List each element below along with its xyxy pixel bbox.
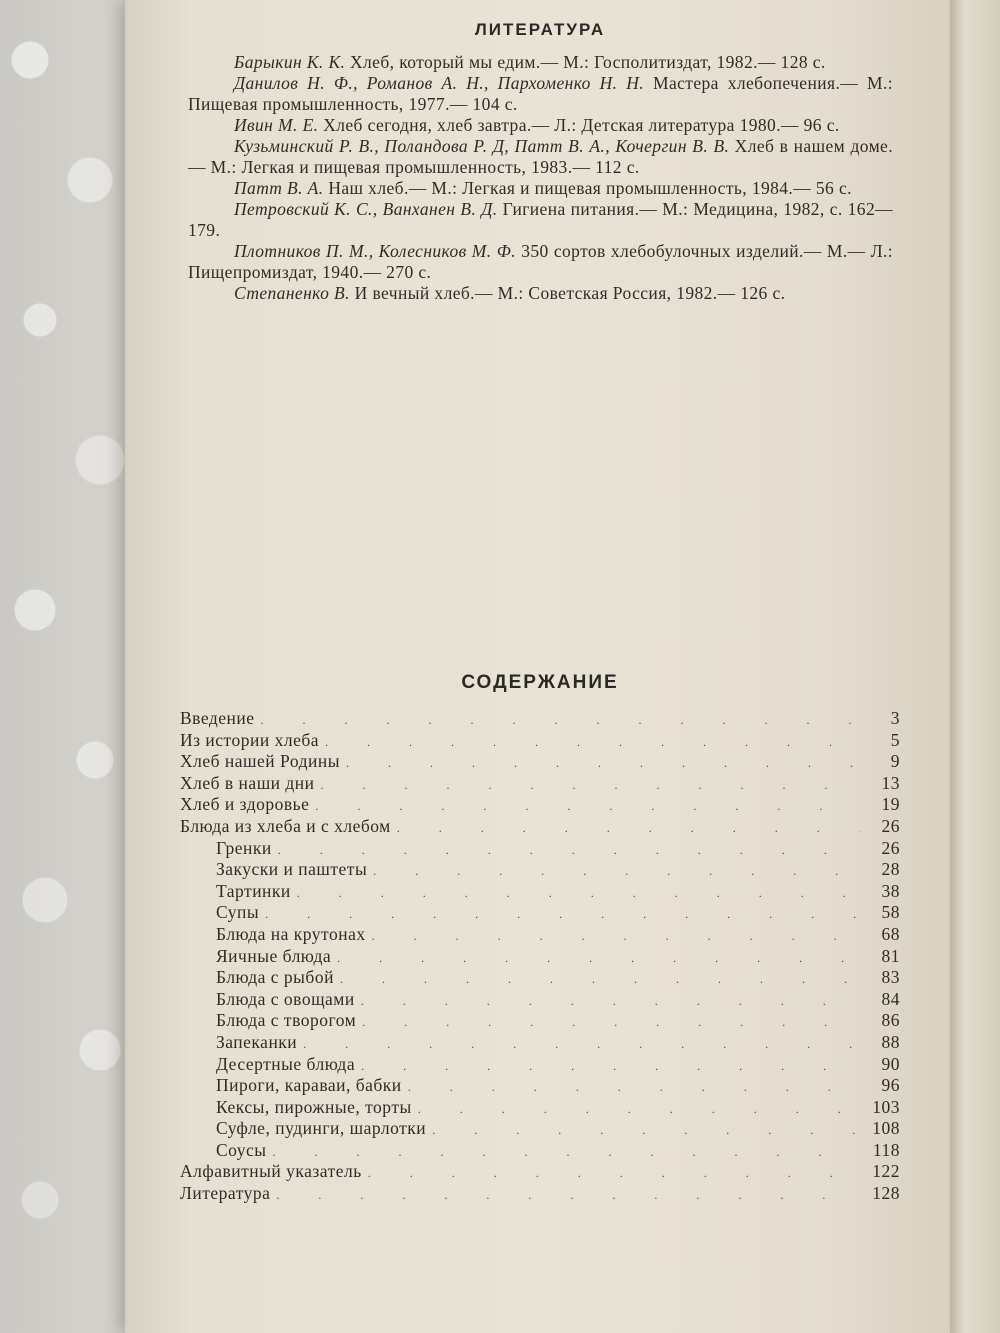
dot-leader (303, 1034, 860, 1056)
toc-subentry (180, 1054, 900, 1076)
literature-entry (188, 115, 893, 136)
ref-text: Наш хлеб.— М.: Легкая и пищевая промышленность, 1984.— 56 с. (328, 178, 852, 198)
literature-entry (188, 73, 893, 115)
toc-title: Блюда с овощами (216, 988, 355, 1009)
toc-title: Запеканки (216, 1031, 298, 1052)
toc-title: Блюда с рыбой (216, 967, 334, 988)
dot-leader (265, 904, 860, 926)
toc-title: Соусы (216, 1139, 267, 1160)
toc-title: Алфавитный указатель (180, 1161, 362, 1182)
toc-subentry (180, 1097, 900, 1119)
toc-subentry (180, 1032, 900, 1054)
toc-entry (180, 708, 900, 730)
toc-title: Десертные блюда (216, 1053, 356, 1074)
ref-text: 350 сортов хлебобулочных изделий.— М.— Л.: Пищепромиздат, 1940.— 270 с. (188, 241, 894, 282)
toc-page-number: 108 (872, 1118, 900, 1139)
toc-title: Введение (180, 708, 255, 728)
dot-leader (273, 1142, 860, 1164)
toc-subentry (180, 1140, 900, 1162)
ref-author: Плотников П. М., Колесников М. Ф. (234, 241, 516, 261)
toc-page-number: 68 (881, 923, 900, 944)
dot-leader (297, 883, 860, 905)
toc-page-number: 122 (872, 1161, 900, 1182)
dot-leader (315, 796, 860, 818)
dot-leader (362, 1012, 860, 1034)
toc-title: Хлеб в наши дни (180, 772, 315, 793)
dot-leader (261, 710, 860, 732)
ref-text: И вечный хлеб.— М.: Советская Россия, 1982.— 126 с. (354, 283, 786, 303)
toc-page-number: 88 (881, 1031, 900, 1052)
toc-subentry (180, 1010, 900, 1032)
dot-leader (432, 1120, 860, 1142)
toc-subentry (180, 1075, 900, 1097)
book-edge (950, 0, 1000, 1333)
ref-author: Патт В. А. (234, 178, 324, 198)
toc-page-number: 19 (881, 794, 900, 815)
ref-text: Хлеб сегодня, хлеб завтра.— Л.: Детская литература 1980.— 96 с. (323, 115, 840, 135)
toc-page-number: 9 (890, 751, 900, 772)
toc-title: Яичные блюда (216, 945, 332, 966)
toc-entry (180, 1161, 900, 1183)
toc-title: Закуски и паштеты (216, 859, 368, 880)
ref-author: Ивин М. Е. (234, 115, 319, 135)
toc-page-number: 13 (881, 772, 900, 793)
dot-leader (325, 732, 860, 754)
literature-entry (188, 52, 893, 73)
toc-page-number: 86 (881, 1010, 900, 1031)
toc-title: Пироги, караваи, бабки (216, 1075, 402, 1096)
literature-entry (188, 199, 893, 241)
toc-page-number: 28 (881, 859, 900, 880)
ref-text: Хлеб, который мы едим.— М.: Госполитиздат, 1982.— 128 с. (350, 52, 826, 72)
toc-subentry (180, 1118, 900, 1140)
toc-page-number: 83 (881, 967, 900, 988)
toc-subentry (180, 881, 900, 903)
dot-leader (340, 969, 860, 991)
toc-title: Суфле, пудинги, шарлотки (216, 1118, 427, 1139)
toc-title: Блюда из хлеба и с хлебом (180, 815, 391, 836)
toc-subentry (180, 967, 900, 989)
toc-title: Из истории хлеба (180, 729, 320, 750)
toc-page-number: 38 (881, 880, 900, 901)
ref-text: Хлеб в нашем доме.— М.: Легкая и пищевая промышленность, 1983.— 112 с. (188, 136, 893, 177)
dot-leader (278, 840, 860, 862)
toc-subentry (180, 924, 900, 946)
toc-subentry (180, 989, 900, 1011)
toc-page-number: 96 (881, 1075, 900, 1096)
dot-leader (397, 818, 860, 840)
toc-subentry (180, 859, 900, 881)
toc-heading: СОДЕРЖАНИЕ (461, 672, 619, 693)
toc-title: Тартинки (216, 880, 291, 901)
toc-entry (180, 794, 900, 816)
dot-leader (321, 775, 860, 797)
toc-entry (180, 816, 900, 838)
dot-leader (361, 991, 860, 1013)
ref-text: Гигиена питания.— М.: Медицина, 1982, с. 162—179. (188, 199, 894, 240)
literature-entry (188, 178, 893, 199)
toc-entry (180, 1183, 900, 1205)
toc-page-number: 5 (890, 729, 900, 750)
ref-text: Мастера хлебопечения.— М.: Пищевая промышленность, 1977.— 104 с. (188, 73, 893, 114)
toc-page-number: 84 (881, 988, 900, 1009)
toc-page-number: 103 (872, 1096, 900, 1117)
toc-title: Хлеб и здоровье (180, 794, 310, 815)
toc-title: Кексы, пирожные, торты (216, 1096, 412, 1117)
toc-title: Блюда с творогом (216, 1010, 357, 1031)
toc-subentry (180, 838, 900, 860)
ref-author: Кузьминский Р. В., Поландова Р. Д, Патт В. А., Кочергин В. В. (234, 136, 730, 156)
toc-page-number: 118 (872, 1139, 900, 1160)
toc-entry (180, 773, 900, 795)
dot-leader (373, 861, 860, 883)
literature-entry (188, 136, 893, 178)
literature-entry (188, 241, 893, 283)
toc-title: Гренки (216, 837, 272, 858)
table-of-contents (180, 708, 900, 1205)
toc-title: Хлеб нашей Родины (180, 751, 340, 772)
dot-leader (346, 753, 860, 775)
dot-leader (368, 1163, 860, 1185)
dot-leader (408, 1077, 860, 1099)
dot-leader (337, 948, 860, 970)
ref-author: Степаненко В. (234, 283, 350, 303)
dot-leader (361, 1056, 860, 1078)
ref-author: Данилов Н. Ф., Романов А. Н., Пархоменко Н. Н. (234, 73, 645, 93)
toc-entry (180, 730, 900, 752)
literature-entry (188, 283, 893, 304)
literature-heading: ЛИТЕРАТУРА (474, 20, 606, 39)
toc-page-number: 3 (890, 708, 900, 728)
toc-page-number: 128 (872, 1183, 900, 1204)
toc-title: Литература (180, 1183, 271, 1204)
toc-title: Супы (216, 902, 260, 923)
toc-page-number: 58 (881, 902, 900, 923)
dot-leader (372, 926, 860, 948)
toc-subentry (180, 946, 900, 968)
ref-author: Петровский К. С., Ванханен В. Д. (234, 199, 498, 219)
tablecloth-background (0, 0, 140, 1333)
toc-title: Блюда на крутонах (216, 923, 366, 944)
dot-leader (276, 1185, 860, 1207)
toc-page-number: 26 (881, 815, 900, 836)
toc-subentry (180, 902, 900, 924)
toc-page-number: 90 (881, 1053, 900, 1074)
literature-list (188, 52, 893, 304)
toc-page-number: 26 (881, 837, 900, 858)
toc-page-number: 81 (881, 945, 900, 966)
toc-entry (180, 751, 900, 773)
dot-leader (418, 1099, 860, 1121)
ref-author: Барыкин К. К. (234, 52, 346, 72)
